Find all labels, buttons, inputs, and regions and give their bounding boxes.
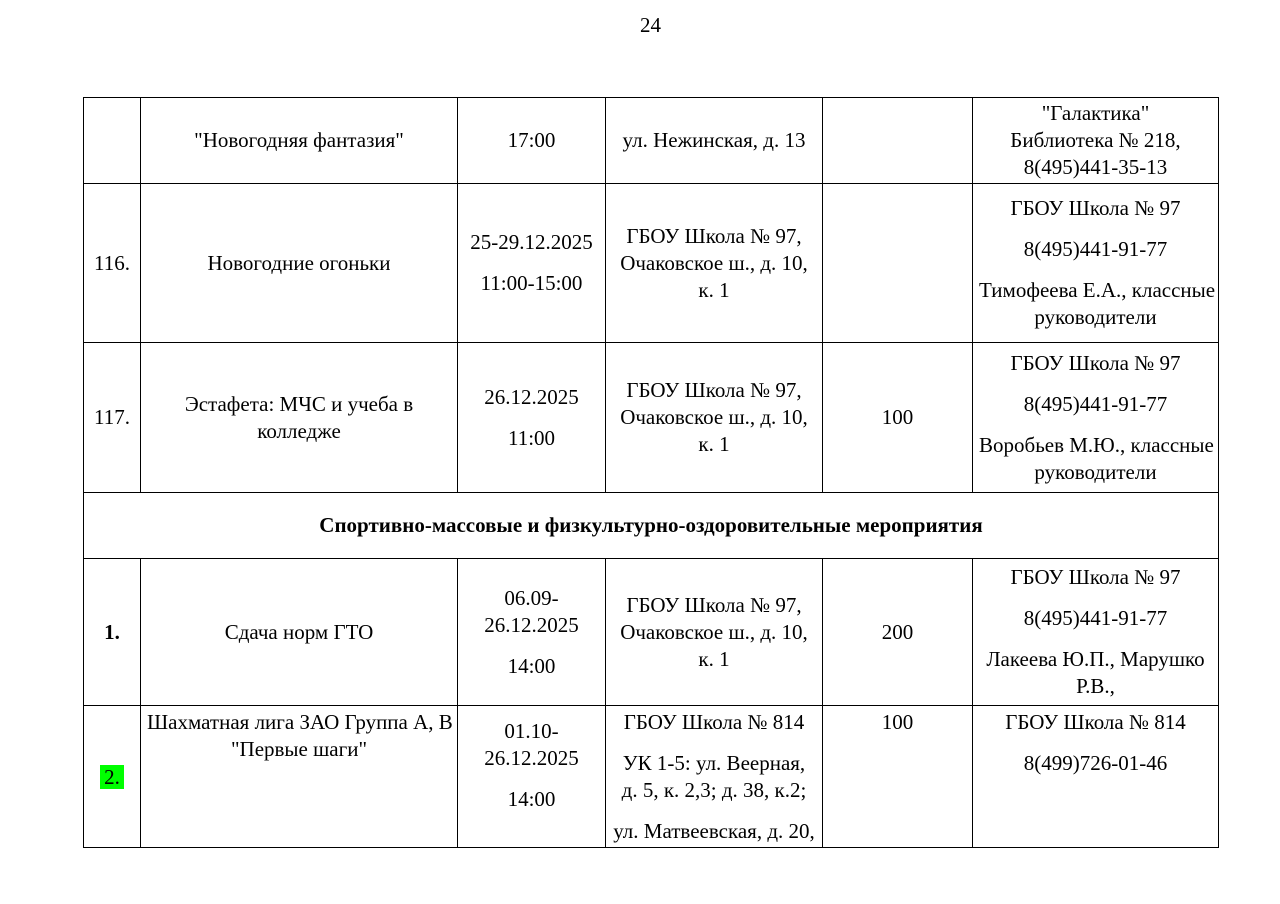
cell-participants bbox=[823, 98, 973, 184]
text-line: Тимофеева Е.А., классные bbox=[979, 278, 1216, 302]
cell-location bbox=[606, 343, 823, 493]
text-line: 25-29.12.2025 bbox=[470, 230, 593, 254]
cell-paragraph bbox=[464, 786, 599, 813]
row-number: 116. bbox=[94, 250, 130, 275]
cell-paragraph bbox=[464, 127, 599, 154]
text-line: ГБОУ Школа № 97, bbox=[626, 378, 802, 402]
text-line: 01.10- bbox=[504, 719, 559, 743]
section-header-row bbox=[84, 493, 1219, 559]
cell-location bbox=[606, 706, 823, 848]
text-line: Сдача норм ГТО bbox=[224, 619, 374, 644]
cell-paragraph bbox=[829, 404, 966, 431]
text-line: Шахматная лига ЗАО Группа А, В bbox=[147, 710, 453, 734]
text-line: ГБОУ Школа № 97 bbox=[1010, 196, 1181, 220]
cell-event-name bbox=[141, 706, 458, 848]
text-line: к. 1 bbox=[698, 646, 730, 671]
table-row bbox=[84, 559, 1219, 706]
text-line: 200 bbox=[881, 619, 914, 644]
text-line: ул. Нежинская, д. 13 bbox=[622, 128, 806, 152]
cell-paragraph bbox=[612, 709, 816, 736]
text-line: Р.В., bbox=[1076, 674, 1115, 698]
cell-event-name bbox=[141, 184, 458, 343]
text-line: 11:00-15:00 bbox=[480, 271, 583, 295]
cell-paragraph bbox=[829, 709, 966, 736]
cell-paragraph bbox=[147, 127, 451, 154]
text-line: к. 1 bbox=[698, 277, 730, 302]
cell-paragraph bbox=[612, 223, 816, 304]
cell-location bbox=[606, 98, 823, 184]
cell-paragraph bbox=[464, 425, 599, 452]
cell-datetime bbox=[458, 559, 606, 706]
text-line: ГБОУ Школа № 814 bbox=[623, 710, 805, 734]
cell-participants bbox=[823, 706, 973, 848]
table-row bbox=[84, 98, 1219, 184]
cell-datetime bbox=[458, 184, 606, 343]
cell-paragraph bbox=[979, 100, 1212, 181]
text-line: 26.12.2025 bbox=[484, 612, 579, 637]
text-line: ГБОУ Школа № 97 bbox=[1010, 350, 1181, 375]
cell-paragraph bbox=[979, 350, 1212, 377]
text-line: 17:00 bbox=[507, 128, 556, 152]
text-line: "Первые шаги" bbox=[230, 737, 368, 761]
text-line: 8(495)441-91-77 bbox=[1023, 606, 1168, 630]
text-line: 06.09- bbox=[504, 585, 559, 610]
text-line: ГБОУ Школа № 97 bbox=[1010, 565, 1181, 589]
text-line: Очаковское ш., д. 10, bbox=[620, 250, 808, 275]
cell-paragraph bbox=[979, 750, 1212, 777]
text-line: ул. Матвеевская, д. 20, bbox=[613, 819, 815, 843]
text-line: 11:00 bbox=[507, 425, 556, 450]
text-line: "Галактика" bbox=[1041, 101, 1150, 125]
cell-paragraph bbox=[829, 619, 966, 646]
cell-event-name bbox=[141, 343, 458, 493]
cell-paragraph bbox=[464, 384, 599, 411]
text-line: Библиотека № 218, bbox=[1010, 128, 1181, 152]
text-line: Лакеева Ю.П., Марушко bbox=[986, 647, 1205, 671]
cell-participants bbox=[823, 559, 973, 706]
text-line: 8(499)726-01-46 bbox=[1023, 751, 1168, 775]
cell-participants bbox=[823, 343, 973, 493]
cell-paragraph bbox=[612, 127, 816, 154]
cell-paragraph bbox=[612, 750, 816, 804]
cell-paragraph bbox=[612, 592, 816, 673]
cell-number bbox=[84, 559, 141, 706]
cell-number bbox=[84, 706, 141, 848]
text-line: 14:00 bbox=[507, 653, 556, 678]
table-row bbox=[84, 343, 1219, 493]
cell-organizer bbox=[973, 184, 1219, 343]
cell-location bbox=[606, 184, 823, 343]
row-number: 117. bbox=[94, 405, 130, 429]
cell-paragraph bbox=[979, 432, 1212, 486]
cell-paragraph bbox=[464, 229, 599, 256]
text-line: ГБОУ Школа № 814 bbox=[1005, 710, 1186, 734]
text-line: руководители bbox=[1034, 459, 1157, 484]
text-line: 26.12.2025 bbox=[484, 746, 579, 770]
cell-paragraph bbox=[464, 585, 599, 639]
text-line: Эстафета: МЧС и учеба в bbox=[184, 391, 414, 416]
text-line: 8(495)441-35-13 bbox=[1023, 155, 1168, 179]
cell-paragraph bbox=[979, 646, 1212, 700]
text-line: колледже bbox=[257, 418, 341, 443]
cell-paragraph bbox=[979, 236, 1212, 263]
cell-event-name bbox=[141, 98, 458, 184]
cell-paragraph bbox=[147, 709, 451, 763]
text-line: УК 1-5: ул. Веерная, bbox=[622, 751, 806, 775]
cell-paragraph bbox=[147, 250, 451, 277]
cell-paragraph bbox=[612, 377, 816, 458]
text-line: 100 bbox=[881, 405, 914, 429]
text-line: "Новогодняя фантазия" bbox=[194, 128, 404, 152]
text-line: к. 1 bbox=[698, 432, 730, 456]
text-line: Новогодние огоньки bbox=[207, 250, 391, 275]
cell-number bbox=[84, 98, 141, 184]
cell-participants bbox=[823, 184, 973, 343]
cell-paragraph bbox=[979, 277, 1216, 331]
cell-paragraph bbox=[147, 619, 451, 646]
cell-number bbox=[84, 184, 141, 343]
cell-paragraph bbox=[464, 718, 599, 772]
text-line: 14:00 bbox=[507, 787, 556, 811]
cell-datetime bbox=[458, 706, 606, 848]
cell-paragraph bbox=[612, 818, 816, 845]
cell-paragraph bbox=[979, 391, 1212, 418]
cell-paragraph bbox=[979, 709, 1212, 736]
cell-location bbox=[606, 559, 823, 706]
page-number: 24 bbox=[640, 13, 661, 37]
text-line: 100 bbox=[881, 710, 914, 734]
text-line: д. 5, к. 2,3; д. 38, к.2; bbox=[621, 778, 807, 802]
text-line: 8(495)441-91-77 bbox=[1023, 237, 1168, 261]
cell-paragraph bbox=[979, 564, 1212, 591]
row-number-highlighted: 2. bbox=[100, 765, 124, 789]
text-line: Очаковское ш., д. 10, bbox=[620, 619, 808, 644]
text-line: ГБОУ Школа № 97, bbox=[626, 223, 802, 248]
text-line: 26.12.2025 bbox=[484, 384, 579, 409]
cell-datetime bbox=[458, 98, 606, 184]
cell-datetime bbox=[458, 343, 606, 493]
cell-organizer bbox=[973, 343, 1219, 493]
cell-paragraph bbox=[464, 270, 599, 297]
text-line: Воробьев М.Ю., классные bbox=[979, 432, 1214, 457]
schedule-table-body bbox=[84, 98, 1219, 848]
events-schedule-table bbox=[83, 97, 1219, 848]
table-row bbox=[84, 706, 1219, 848]
cell-paragraph bbox=[147, 391, 451, 445]
text-line: ГБОУ Школа № 97, bbox=[626, 592, 802, 617]
cell-number bbox=[84, 343, 141, 493]
row-number: 1. bbox=[104, 619, 120, 644]
cell-paragraph bbox=[464, 653, 599, 680]
cell-event-name bbox=[141, 559, 458, 706]
cell-organizer bbox=[973, 98, 1219, 184]
text-line: руководители bbox=[1034, 305, 1157, 329]
cell-paragraph bbox=[979, 605, 1212, 632]
text-line: 8(495)441-91-77 bbox=[1023, 391, 1168, 416]
cell-organizer bbox=[973, 706, 1219, 848]
cell-organizer bbox=[973, 559, 1219, 706]
table-row bbox=[84, 184, 1219, 343]
section-title: Спортивно-массовые и физкультурно-оздоровительные мероприятия bbox=[84, 493, 1219, 559]
cell-paragraph bbox=[979, 195, 1212, 222]
text-line: Очаковское ш., д. 10, bbox=[620, 405, 808, 429]
